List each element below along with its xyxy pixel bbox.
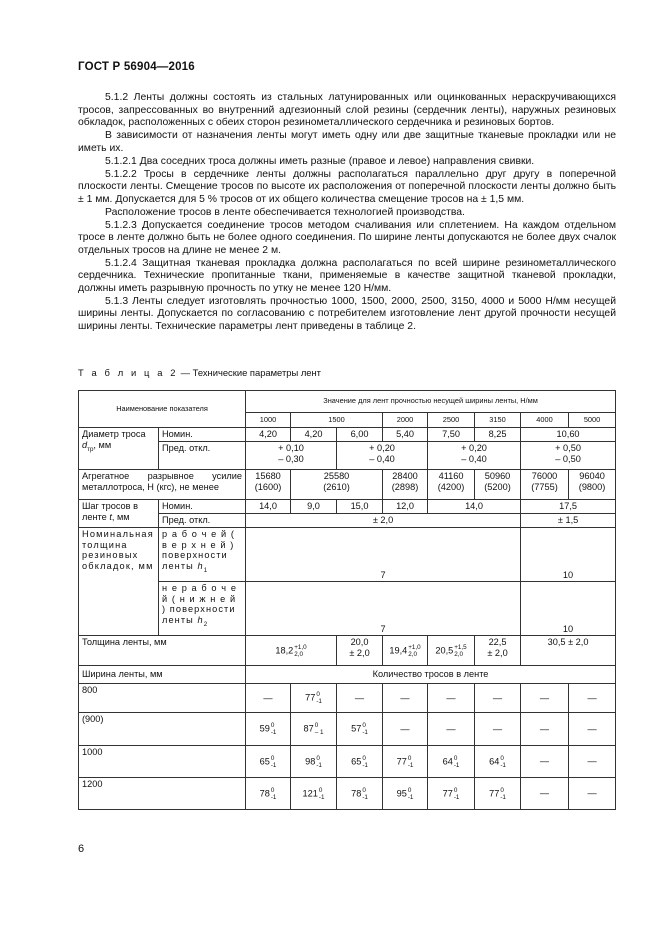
- diam-dev: + 0,50 – 0,50: [521, 442, 616, 470]
- rope-count: 870 – 1: [291, 713, 337, 746]
- diam-nom: 4,20: [246, 428, 291, 442]
- rope-count: [569, 713, 616, 746]
- aggregate-force-row: [79, 470, 616, 500]
- deviation-label: Пред. откл.: [159, 514, 246, 528]
- diam-dev: + 0,10 – 0,30: [246, 442, 337, 470]
- dash: —: [446, 692, 456, 703]
- strength-2000: 2000: [383, 413, 428, 428]
- paragraph: В зависимости от назначения ленты могут иметь одну или две защитные тканевые прокладки или не иметь их.: [78, 130, 616, 154]
- rope-count: [521, 713, 569, 746]
- cover-nonwork-value: 10: [521, 582, 616, 636]
- thick-value: 20,0 ± 2,0: [337, 636, 383, 666]
- rope-count: [428, 713, 475, 746]
- rope-count: [383, 684, 428, 713]
- nonwork-surface-label: н е р а б о ч е й ( н и ж н е й ) поверхности ленты $h_2$: [159, 582, 246, 636]
- agg-value: 96040 (9800): [569, 470, 616, 500]
- paragraph: 5.1.2 Ленты должны состоять из стальных латунированных или оцинкованных нераскручивающихся тросов, запрессованных во внутренний адгезионный слой резины (сердечник ленты), наружных резиновых обкладок, расположенных с обеих сторон резинометаллического сердечника и резиновых бортов.: [78, 92, 616, 128]
- rope-count: [475, 684, 521, 713]
- width-label: Ширина ленты, мм: [79, 666, 246, 684]
- diam-nom: 4,20: [291, 428, 337, 442]
- rope-count: 980 -1: [291, 746, 337, 778]
- diam-nom: 8,25: [475, 428, 521, 442]
- rope-count: [428, 684, 475, 713]
- paragraph: 5.1.2.1 Два соседних троса должны иметь разные (правое и левое) направления свивки.: [105, 155, 535, 167]
- agg-value: 25580 (2610): [291, 470, 383, 500]
- diameter-nominal-row: [79, 428, 616, 442]
- thick-value: 22,5 ± 2,0: [475, 636, 521, 666]
- step-nom: 15,0: [337, 500, 383, 514]
- dash: —: [587, 692, 597, 703]
- thick-value: 20,5+1,5 2,0: [428, 636, 475, 666]
- rope-count: 650 -1: [246, 746, 291, 778]
- diam-nom: 10,60: [521, 428, 616, 442]
- rope-count: 780 -1: [337, 778, 383, 810]
- values-header: Значение для лент прочностью несущей ширины ленты, Н/мм: [246, 391, 616, 413]
- rope-count: 780 -1: [246, 778, 291, 810]
- diam-nom: 7,50: [428, 428, 475, 442]
- dash: —: [400, 692, 410, 703]
- dash: —: [400, 723, 410, 734]
- belt-width: 1000: [79, 746, 246, 778]
- dash: —: [354, 692, 365, 703]
- agg-value: 50960 (5200): [475, 470, 521, 500]
- strength-3150: 3150: [475, 413, 521, 428]
- rope-count: [337, 684, 383, 713]
- rope-count: 650 -1: [337, 746, 383, 778]
- agg-value: 41160 (4200): [428, 470, 475, 500]
- name-header: Наименование показателя: [79, 391, 246, 428]
- step-nom: 14,0: [428, 500, 521, 514]
- belt-thickness-label: Толщина ленты, мм: [79, 636, 246, 666]
- rope-count: 570 -1: [337, 713, 383, 746]
- rope-count: [569, 746, 616, 778]
- paragraph: 5.1.2.3 Допускается соединение тросов методом счаливания или сплетением. На каждом отдельном тросе в ленте должно быть не более одного соединения. По ширине ленты допускаются не более двух счалок отдельных тросов на длине не менее 2 м.: [78, 219, 616, 256]
- rope-count: 1210 -1: [291, 778, 337, 810]
- cover-thickness-label: Номинальная толщина резиновых обкладок, мм: [79, 528, 159, 636]
- body-text: [78, 92, 616, 334]
- diam-nom: 6,00: [337, 428, 383, 442]
- table-row: [79, 684, 616, 713]
- step-label: Шаг тросов в ленте t, мм: [79, 500, 159, 528]
- rope-count: 640 -1: [428, 746, 475, 778]
- rope-count: [569, 684, 616, 713]
- rope-count: 950 -1: [383, 778, 428, 810]
- belt-width: 800: [79, 684, 246, 713]
- step-dev: ± 1,5: [521, 514, 616, 528]
- dash: —: [539, 788, 550, 799]
- nominal-label: Номин.: [159, 428, 246, 442]
- step-nominal-row: [79, 500, 616, 514]
- table-caption-text: — Технические параметры лент: [178, 367, 321, 378]
- rope-count: [475, 713, 521, 746]
- rope-count: [521, 746, 569, 778]
- step-nom: 17,5: [521, 500, 616, 514]
- step-nom: 12,0: [383, 500, 428, 514]
- strength-1000: 1000: [246, 413, 291, 428]
- cover-nonwork-row: [79, 582, 616, 636]
- table-row: [79, 778, 616, 810]
- aggregate-force-label: Агрегатное разрывное усилие металлотроса, Н (кгс), не менее: [79, 470, 246, 500]
- strength-4000: 4000: [521, 413, 569, 428]
- paragraph: 5.1.2.2 Тросы в сердечнике ленты должны располагаться параллельно друг другу в поперечной плоскости ленты. Смещение тросов по высоте их расположения от поперечной плоскости ленты должно быть ± 1 мм. Допускается для 5 % тросов от их общего количества смещение тросов на ± 1,5 мм.: [78, 168, 616, 205]
- belt-thickness-row: [79, 636, 616, 666]
- diam-dev: + 0,20 – 0,40: [337, 442, 428, 470]
- rope-count: 590 -1: [246, 713, 291, 746]
- deviation-label: Пред. откл.: [159, 442, 246, 470]
- dash: —: [446, 723, 456, 734]
- table-header-row: [79, 391, 616, 413]
- step-dev: ± 2,0: [246, 514, 521, 528]
- thick-value: 30,5 ± 2,0: [521, 636, 616, 666]
- belt-width: (900): [79, 713, 246, 746]
- dash: —: [492, 692, 503, 703]
- page-number: 6: [78, 843, 85, 855]
- rope-count: 770 -1: [291, 684, 337, 713]
- paragraph: 5.1.2.4 Защитная тканевая прокладка должна располагаться по всей ширине резинометаллического сердечника. Технические пропитанные ткани, применяемые в качестве защитной тканевой прокладки, должны иметь разрывную прочность по утку не менее 120 Н/мм.: [78, 257, 616, 294]
- rope-count: [521, 778, 569, 810]
- belt-width: 1200: [79, 778, 246, 810]
- diameter-deviation-row: [79, 442, 616, 470]
- rope-count: [569, 778, 616, 810]
- dash: —: [263, 692, 273, 703]
- agg-value: 15680 (1600): [246, 470, 291, 500]
- diam-dev: + 0,20 – 0,40: [428, 442, 521, 470]
- table-row: [79, 713, 616, 746]
- table-caption-label: Т а б л и ц а 2: [78, 367, 179, 378]
- agg-value: 76000 (7755): [521, 470, 569, 500]
- technical-parameters-table: [78, 390, 616, 810]
- rope-count: [383, 713, 428, 746]
- diameter-label: Диаметр троса $d_{тр}$, мм: [79, 428, 159, 470]
- rope-count: 770 -1: [428, 778, 475, 810]
- rope-count: 770 -1: [383, 746, 428, 778]
- step-nom: 14,0: [246, 500, 291, 514]
- rope-count: [521, 684, 569, 713]
- work-surface-label: р а б о ч е й ( в е р х н е й ) поверхности ленты $h_1$: [159, 528, 246, 582]
- dash: —: [587, 756, 597, 767]
- step-deviation-row: [79, 514, 616, 528]
- dash: —: [492, 723, 503, 734]
- paragraph: Расположение тросов в ленте обеспечивается технологией производства.: [105, 206, 465, 218]
- thick-value: 18,2+1,0 2,0: [246, 636, 337, 666]
- dash: —: [539, 756, 550, 767]
- cover-work-row: [79, 528, 616, 582]
- diam-nom: 5,40: [383, 428, 428, 442]
- dash: —: [539, 723, 550, 734]
- agg-value: 28400 (2898): [383, 470, 428, 500]
- thick-value: 19,4+1,0 2,0: [383, 636, 428, 666]
- strength-5000: 5000: [569, 413, 616, 428]
- table-row: [79, 746, 616, 778]
- document-header: ГОСТ Р 56904—2016: [78, 61, 195, 73]
- dash: —: [587, 723, 597, 734]
- rope-count: 640 -1: [475, 746, 521, 778]
- cover-work-value: 7: [246, 528, 521, 582]
- rope-count: 770 -1: [475, 778, 521, 810]
- rope-count: [246, 684, 291, 713]
- strength-2500: 2500: [428, 413, 475, 428]
- strength-1500: 1500: [291, 413, 383, 428]
- dash: —: [587, 788, 597, 799]
- count-header: Количество тросов в ленте: [246, 666, 616, 684]
- step-nom: 9,0: [291, 500, 337, 514]
- nominal-label: Номин.: [159, 500, 246, 514]
- width-header-row: [79, 666, 616, 684]
- cover-nonwork-value: 7: [246, 582, 521, 636]
- table-caption: [78, 367, 321, 378]
- paragraph: 5.1.3 Ленты следует изготовлять прочностью 1000, 1500, 2000, 2500, 3150, 4000 и 5000 Н/мм несущей ширины ленты. Допускается по согласованию с потребителем изготовление лент другой прочности несущей ширины ленты. Технические параметры лент приведены в таблице 2.: [78, 295, 616, 332]
- cover-work-value: 10: [521, 528, 616, 582]
- dash: —: [539, 692, 550, 703]
